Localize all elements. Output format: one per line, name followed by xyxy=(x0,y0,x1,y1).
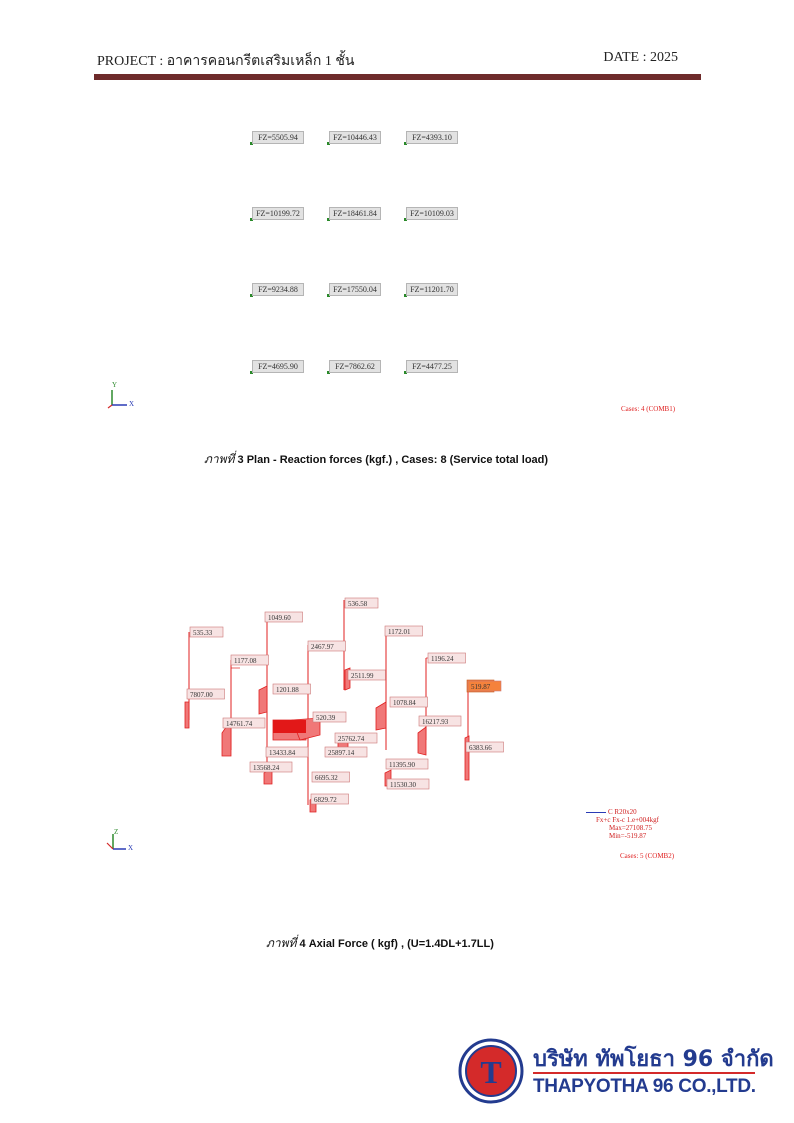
company-emblem-icon xyxy=(458,1038,524,1104)
force-label: 536.58 xyxy=(348,600,368,608)
load-case-label: Cases: 5 (COMB2) xyxy=(620,852,675,860)
force-label: 2511.99 xyxy=(351,672,374,680)
reaction-label: FZ=9234.88 xyxy=(252,283,304,296)
diagram-legend xyxy=(586,808,659,840)
legend-min: Min=-519.87 xyxy=(609,832,647,840)
figure-3-caption xyxy=(204,450,548,469)
force-label: 519.87 xyxy=(471,683,491,691)
reaction-label: FZ=11201.70 xyxy=(406,283,458,296)
force-label: 25897.14 xyxy=(328,749,355,757)
reaction-label: FZ=17550.04 xyxy=(329,283,381,296)
force-label: 13433.84 xyxy=(269,749,296,757)
reaction-label: FZ=18461.84 xyxy=(329,207,381,220)
force-block xyxy=(185,702,189,728)
reaction-label: FZ=4393.10 xyxy=(406,131,458,144)
force-label: 14761.74 xyxy=(226,720,253,728)
reaction-label: FZ=7862.62 xyxy=(329,360,381,373)
legend-section: C R20x20 xyxy=(586,808,659,816)
force-label: 6383.66 xyxy=(469,744,492,752)
force-label: 11395.90 xyxy=(389,761,415,769)
load-case-label: Cases: 4 (COMB1) xyxy=(621,405,676,413)
caption-prefix: ภาพที่ xyxy=(204,452,235,466)
force-label: 11530.30 xyxy=(390,781,416,789)
axis-y-label: Y xyxy=(112,381,118,389)
force-label: 535.33 xyxy=(193,629,213,637)
max-force-block xyxy=(273,720,306,733)
emblem-letter: T xyxy=(480,1054,502,1090)
header-rule xyxy=(94,74,701,80)
force-label: 13568.24 xyxy=(253,764,280,772)
force-label: 6829.72 xyxy=(314,796,337,804)
caption-text: 4 Axial Force ( kgf) , (U=1.4DL+1.7LL) xyxy=(296,938,494,950)
company-name-english: THAPYOTHA 96 CO.,LTD. xyxy=(533,1076,756,1097)
axis-x-label: X xyxy=(129,400,135,408)
force-label: 1196.24 xyxy=(431,655,454,663)
reaction-label: FZ=4477.25 xyxy=(406,360,458,373)
force-block xyxy=(418,727,426,755)
reaction-label: FZ=10446.43 xyxy=(329,131,381,144)
force-label: 7807.00 xyxy=(190,691,213,699)
document-date: DATE : 2025 xyxy=(603,50,678,65)
force-label: 25762.74 xyxy=(338,735,365,743)
reaction-label: FZ=10199.72 xyxy=(252,207,304,220)
project-title: PROJECT : อาคารคอนกรีตเสริมเหล็ก 1 ชั้น xyxy=(97,54,355,69)
axis-z-label: Z xyxy=(114,828,119,836)
axis-x-label: X xyxy=(128,844,134,852)
force-block xyxy=(259,686,267,714)
force-label: 2467.97 xyxy=(311,643,334,651)
force-label: 1201.88 xyxy=(276,686,299,694)
force-label: 1078.84 xyxy=(393,699,416,707)
force-label: 1172.01 xyxy=(388,628,411,636)
legend-component: Fx+c Fx-c 1.e+004kgf xyxy=(596,816,659,824)
caption-prefix: ภาพที่ xyxy=(266,936,297,950)
force-label: 6695.32 xyxy=(315,774,338,782)
axial-force-diagram xyxy=(0,590,794,820)
logo-divider xyxy=(533,1072,755,1074)
force-label: 520.39 xyxy=(316,714,336,722)
force-labels xyxy=(187,598,504,804)
force-label: 1049.60 xyxy=(268,614,291,622)
company-name-thai: บริษัท ทัพโยธา 96 จำกัด xyxy=(533,1047,774,1072)
reaction-label: FZ=5505.94 xyxy=(252,131,304,144)
force-label: 1177.08 xyxy=(234,657,257,665)
company-logo xyxy=(458,1038,774,1108)
legend-max: Max=27108.75 xyxy=(609,824,653,832)
figure-4-caption xyxy=(266,934,494,953)
reaction-label: FZ=10109.03 xyxy=(406,207,458,220)
reaction-label: FZ=4695.90 xyxy=(252,360,304,373)
caption-text: 3 Plan - Reaction forces (kgf.) , Cases: 8 (Service total load) xyxy=(234,454,549,466)
force-block xyxy=(376,702,386,730)
force-label: 16217.93 xyxy=(422,718,449,726)
